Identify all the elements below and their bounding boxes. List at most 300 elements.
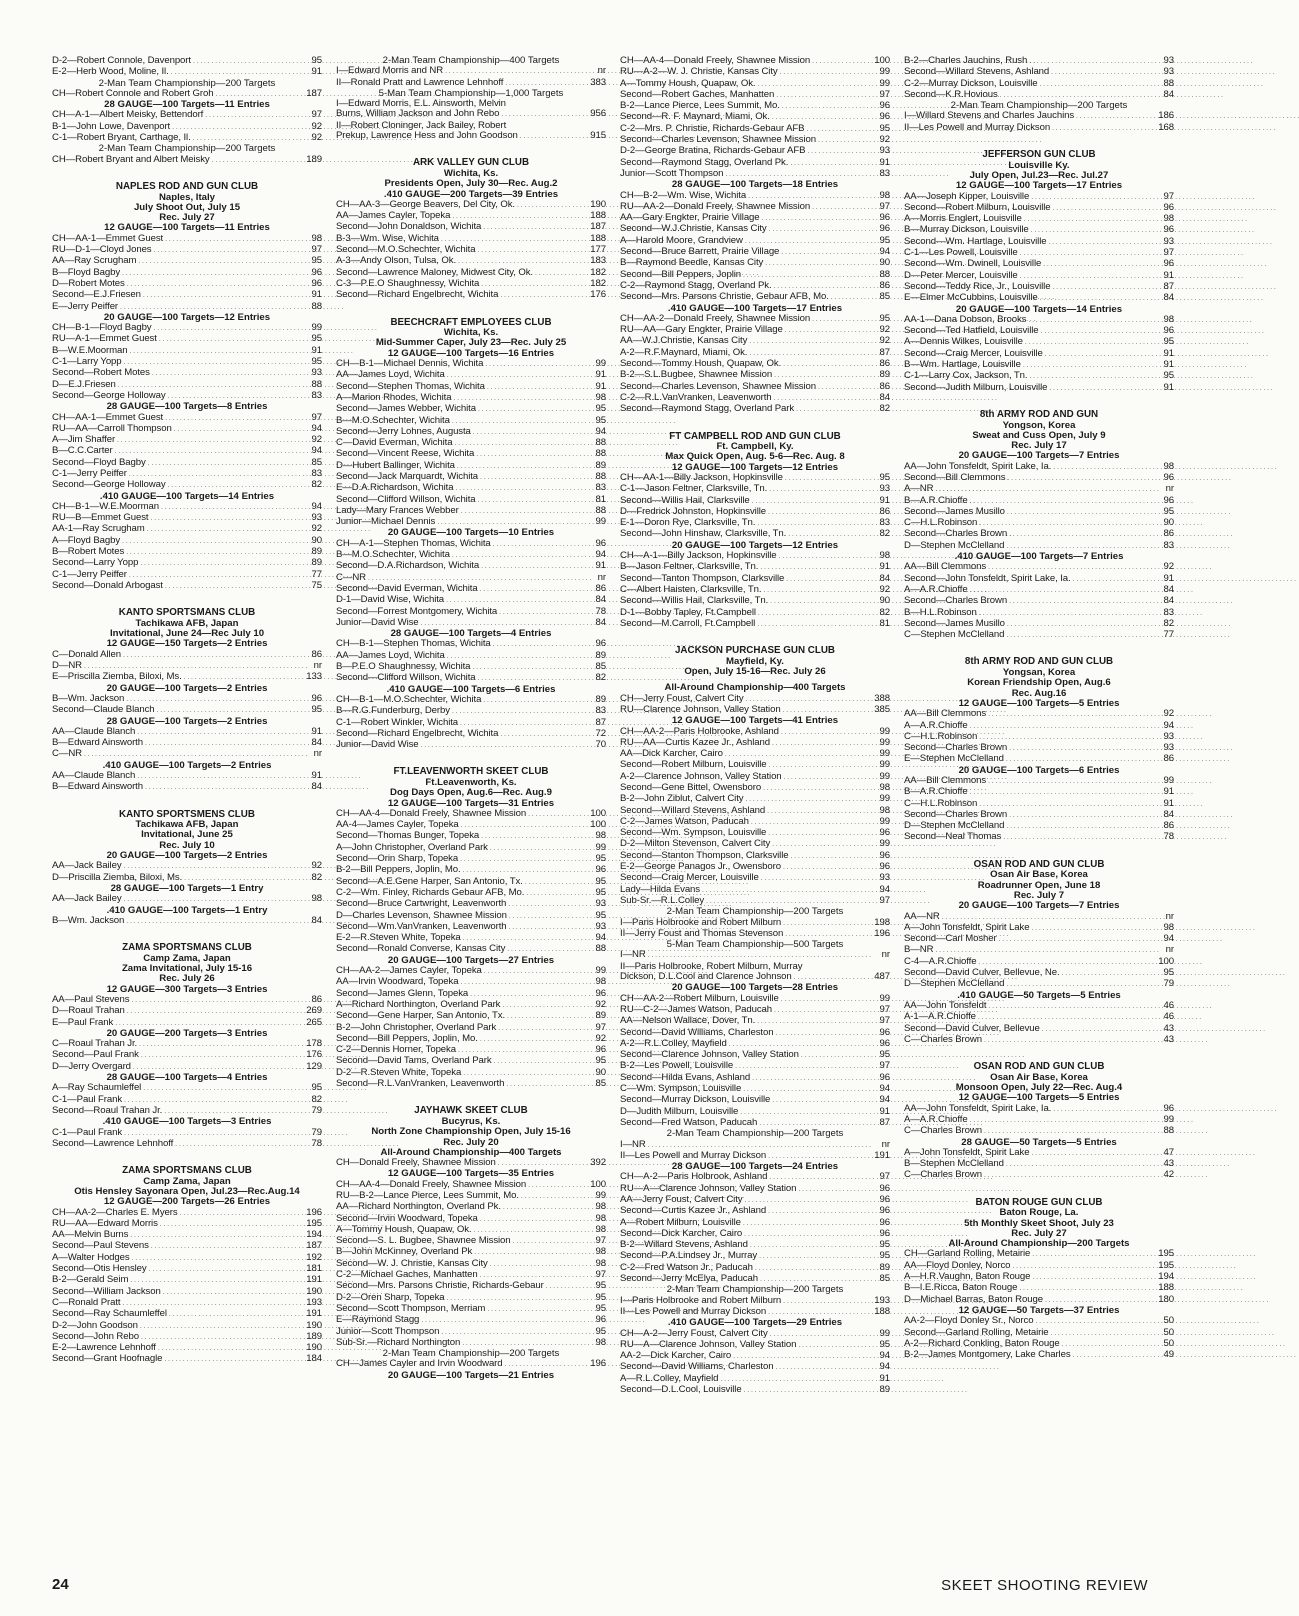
- entry-name: Second—Fred Watson, Paducah: [620, 1116, 758, 1128]
- entry-score: 99: [595, 1189, 606, 1201]
- entry-score: 81: [879, 617, 890, 629]
- entry-name: Second—Paul Frank: [52, 1049, 139, 1061]
- dot-leader: [798, 1184, 870, 1195]
- entry-name: Second—Roaul Trahan Jr.: [52, 1104, 163, 1116]
- entry-score: 50: [1163, 1337, 1174, 1349]
- entry-name: C-2—Dennis Horner, Topeka: [336, 1044, 456, 1056]
- entry-score: 99: [879, 793, 890, 805]
- entry-score: 89: [595, 459, 606, 471]
- event-heading: .410 GAUGE—100 Targets—14 Entries: [99, 490, 275, 502]
- event-heading: .410 GAUGE—100 Targets—7 Entries: [954, 551, 1124, 563]
- entry-score: 99: [595, 841, 606, 853]
- entry-score: 86: [879, 505, 890, 517]
- entry-score: 99: [879, 725, 890, 737]
- dot-leader: [779, 551, 870, 562]
- entry-name: D-2—Milton Stevenson, Calvert City: [620, 838, 771, 850]
- dot-leader: [759, 1251, 870, 1262]
- entry-score: 84: [1163, 595, 1174, 607]
- result-entry: [620, 873, 890, 884]
- entry-name: Second—E.J.Friesen: [52, 289, 141, 301]
- result-entry: [52, 705, 322, 716]
- dot-leader: [790, 158, 870, 169]
- result-entry: [904, 1283, 1174, 1294]
- result-entry: [52, 916, 322, 927]
- event-meta: Rec. July 17: [1011, 440, 1067, 452]
- dot-leader: [124, 894, 302, 905]
- entry-name: AA—Melvin Burns: [52, 1229, 129, 1241]
- entry-score: 95: [595, 853, 606, 865]
- entry-name: E—Raymond Stagg: [336, 1314, 420, 1326]
- entry-name: RU—B-2—Lance Pierce, Lees Summit, Mo.: [336, 1189, 519, 1201]
- dot-leader: [126, 547, 302, 558]
- entry-name: Second—Orin Sharp, Topeka: [336, 853, 459, 865]
- entry-score: 187: [306, 87, 322, 99]
- entry-name: Second—Claude Blanch: [52, 704, 155, 716]
- entry-score: 88: [1163, 77, 1174, 89]
- result-entry: [336, 977, 606, 988]
- entry-score: 98: [879, 189, 890, 201]
- event-heading: 28 GAUGE—100 Targets—4 Entries: [106, 1072, 268, 1084]
- entry-score: 87: [1163, 280, 1174, 292]
- entry-name: C—Donald Allen: [52, 648, 121, 660]
- entry-name: D-2—John Goodson: [52, 1319, 138, 1331]
- entry-score: 96: [311, 692, 322, 704]
- entry-score: 78: [1163, 831, 1174, 843]
- entry-score: 99: [879, 736, 890, 748]
- dot-leader: [168, 480, 302, 491]
- entry-name: D-2—Oren Sharp, Topeka: [336, 1291, 445, 1303]
- dot-leader: [124, 861, 302, 872]
- result-entry: [52, 1083, 322, 1094]
- entry-name: B—I.E.Ricca, Baton Rouge: [904, 1282, 1018, 1294]
- entry-name: B—Edward Ainsworth: [52, 781, 143, 793]
- dot-leader: [164, 1354, 302, 1365]
- entry-score: 46: [1163, 999, 1174, 1011]
- entry-score: 84: [595, 616, 606, 628]
- entry-name: B—R.G.Funderburg, Derby: [336, 705, 450, 717]
- result-entry: [52, 368, 322, 379]
- result-entry: [52, 749, 322, 760]
- result-entry: [620, 292, 890, 303]
- event-meta: Wichita, Ks.: [443, 167, 499, 179]
- dot-leader: [762, 213, 870, 224]
- entry-score: 85: [879, 291, 890, 303]
- dot-leader: [165, 413, 302, 424]
- entry-score: 79: [1163, 978, 1174, 990]
- entry-name: Second—Hilda Evans, Ashland: [620, 1071, 751, 1083]
- dot-leader: [458, 256, 586, 267]
- entry-name: D—Stephen McClelland: [904, 978, 1005, 990]
- dot-leader: [970, 1115, 1154, 1126]
- entry-score: 95: [1163, 336, 1174, 348]
- entry-score: 91: [1163, 269, 1174, 281]
- dot-leader: [1052, 282, 1154, 293]
- dot-leader: [455, 438, 587, 449]
- entry-score: 188: [590, 232, 606, 244]
- entry-name: Second—Grant Hoofnagle: [52, 1353, 163, 1365]
- entry-score: 46: [1163, 1011, 1174, 1023]
- entry-name: B—Wm. Hartlage, Louisville: [904, 359, 1021, 371]
- event-meta: Sweat and Cuss Open, July 9: [972, 429, 1106, 441]
- dot-leader: [447, 370, 586, 381]
- club-heading: BEECHCRAFT EMPLOYEES CLUB: [390, 316, 552, 328]
- entry-name: D-2—R.Steven White, Topeka: [336, 1066, 462, 1078]
- entry-name: D—Peter Mercer, Louisville: [904, 269, 1018, 281]
- result-entry: [52, 480, 322, 491]
- entry-name: Second—Tommy Housh, Quapaw, Ok.: [620, 358, 782, 370]
- entry-name: D—Judith Milburn, Louisville: [620, 1105, 739, 1117]
- result-entry: [904, 630, 1174, 641]
- entry-name: AA—Bill Clemmons: [904, 561, 987, 573]
- entry-name: AA—Ray Scrugham: [52, 255, 137, 267]
- entry-score: 91: [879, 1372, 890, 1384]
- entry-score: 96: [879, 1205, 890, 1217]
- entry-score: 195: [306, 1217, 322, 1229]
- dot-leader: [137, 771, 302, 782]
- entry-name: B-2—Les Powell, Louisville: [620, 1060, 734, 1072]
- dot-leader: [138, 256, 302, 267]
- entry-name: Second—Teddy Rice, Jr., Louisville: [904, 280, 1051, 292]
- entry-score: 187: [306, 1240, 322, 1252]
- entry-name: A-2—Richard Conkling, Baton Rouge: [904, 1337, 1060, 1349]
- dot-leader: [525, 877, 586, 888]
- entry-name: B—Wm. Jackson: [52, 914, 125, 926]
- entry-name: AA-1—Ray Scrugham: [52, 523, 145, 535]
- dot-leader: [798, 1340, 870, 1351]
- entry-score: 99: [879, 1327, 890, 1339]
- entry-name: C—H.L.Robinson: [904, 797, 978, 809]
- dot-leader: [509, 922, 586, 933]
- dot-leader: [774, 370, 870, 381]
- entry-name: E-2—Herb Wood, Moline, Il.: [52, 66, 169, 78]
- entry-score: 91: [1163, 797, 1174, 809]
- entry-name: AA—Jack Bailey: [52, 893, 122, 905]
- dot-leader: [130, 1275, 302, 1286]
- dot-leader: [123, 650, 302, 661]
- entry-name: A—John Tonsfeldt, Spirit Lake: [904, 921, 1030, 933]
- entry-score: 181: [306, 1263, 322, 1275]
- entry-score: 83: [1163, 606, 1174, 618]
- dot-leader: [1007, 473, 1154, 484]
- club-heading: KANTO SPORTSMANS CLUB: [118, 607, 256, 619]
- entry-name: Sub-Sr.—Richard Northington: [336, 1336, 461, 1348]
- entry-name: C-2—Michael Gaches, Manhatten: [336, 1269, 478, 1281]
- entry-score: 93: [1163, 730, 1174, 742]
- entry-score: 94: [1163, 933, 1174, 945]
- dot-leader: [783, 1296, 870, 1307]
- dot-leader: [782, 101, 870, 112]
- entry-score: 93: [595, 920, 606, 932]
- entry-score: 91: [311, 344, 322, 356]
- entry-score: 96: [1163, 258, 1174, 270]
- entry-score: 98: [1163, 460, 1174, 472]
- dot-leader: [781, 247, 870, 258]
- entry-name: Second—R. F. Maynard, Miami, Ok.: [620, 111, 770, 123]
- entry-name: Second—Bill Clemmons: [904, 471, 1006, 483]
- entry-name: Second—Carl Mosher: [904, 933, 997, 945]
- dot-leader: [143, 1083, 302, 1094]
- column-4: [904, 56, 1174, 1516]
- entry-score: 88: [879, 268, 890, 280]
- entry-score: 487: [874, 971, 890, 983]
- entry-name: C-1—Robert Winkler, Wichita: [336, 716, 459, 728]
- entry-name: Second—Robert Gaches, Manhatten: [620, 88, 775, 100]
- event-heading: 12 GAUGE—50 Targets—37 Entries: [958, 1304, 1120, 1316]
- club-heading: OSAN ROD AND GUN CLUB: [973, 858, 1105, 870]
- entry-name: RU—A—Clarence Johnson, Valley Station: [620, 1338, 797, 1350]
- entry-score: 50: [1163, 1326, 1174, 1338]
- entry-name: B-2—Gerald Seim: [52, 1274, 129, 1286]
- entry-score: 98: [1163, 313, 1174, 325]
- event-meta: Presidents Open, July 30—Rec. Aug.2: [384, 178, 558, 190]
- dot-leader: [148, 458, 302, 469]
- dot-leader: [480, 472, 586, 483]
- entry-name: Second—M.O.Schechter, Wichita: [336, 244, 476, 256]
- entry-score: 97: [595, 1269, 606, 1281]
- event-meta: Ft.Leavenworth, Ks.: [425, 777, 517, 788]
- entry-score: 82: [311, 479, 322, 491]
- entry-name: CH—AA-4—Donald Freely, Shawnee Mission: [336, 807, 527, 819]
- dot-leader: [502, 1000, 586, 1011]
- entry-name: Second—Robert Milburn, Louisville: [620, 759, 767, 771]
- entry-name: II—Paris Holbrooke, Robert Milburn, Murray: [620, 960, 803, 972]
- dot-leader: [484, 966, 586, 977]
- club-heading: FT.LEAVENWORTH SKEET CLUB: [393, 766, 549, 778]
- entry-name: Second—Wm. Sympson, Louisville: [620, 827, 767, 839]
- entry-name: Second—Gene Bittel, Owensboro: [620, 782, 762, 793]
- entry-name: Second—Charles Levenson, Shawnee Mission: [620, 380, 816, 392]
- result-entry: [620, 370, 890, 381]
- event-meta: Louisville Ky.: [1008, 159, 1070, 171]
- entry-score: 100: [590, 807, 606, 819]
- dot-leader: [535, 268, 586, 279]
- entry-name: Second—Richard Engelbrecht, Wichita: [336, 727, 499, 739]
- entry-name: Second—K.R.Hovious: [904, 88, 998, 100]
- result-entry: [620, 258, 890, 269]
- result-entry: [336, 1079, 606, 1090]
- entry-score: 97: [595, 1021, 606, 1033]
- entry-score: 97: [879, 1003, 890, 1015]
- entry-score: 96: [1163, 494, 1174, 506]
- entry-name: D—Hubert Ballinger, Wichita: [336, 459, 455, 471]
- entry-score: 97: [879, 1171, 890, 1183]
- entry-score: 96: [1163, 325, 1174, 337]
- dot-leader: [143, 290, 302, 301]
- entry-name: Second—Vincent Reese, Wichita: [336, 448, 475, 460]
- dot-leader: [970, 787, 1154, 798]
- entry-name: Second—Larry Yopp: [52, 557, 139, 569]
- team-heading: 2-Man Team Championship—200 Targets: [950, 100, 1128, 112]
- result-entry: [620, 760, 890, 771]
- event-heading: 20 GAUGE—100 Targets—28 Entries: [671, 982, 839, 994]
- dot-leader: [757, 619, 870, 630]
- dot-leader: [783, 359, 870, 370]
- entry-name: C-2—Wm. Finley, Richards Gebaur AFB, Mo.: [336, 886, 525, 898]
- dot-leader: [984, 1126, 1154, 1137]
- entry-score: 93: [595, 898, 606, 910]
- result-entry: [904, 1316, 1174, 1327]
- entry-score: 187: [590, 221, 606, 233]
- entry-name: Second—Paul Stevens: [52, 1240, 149, 1252]
- entry-score: 100: [874, 55, 890, 66]
- dot-leader: [476, 449, 586, 460]
- entry-score: 93: [879, 145, 890, 157]
- event-heading: 28 GAUGE—100 Targets—1 Entry: [110, 882, 264, 894]
- entry-score: 96: [879, 849, 890, 861]
- event-heading: 12 GAUGE—100 Targets—5 Entries: [958, 1092, 1120, 1104]
- dot-leader: [784, 772, 870, 783]
- entry-name: RU—C-2—James Watson, Paducah: [620, 1003, 772, 1015]
- entry-name: CH—Robert Connole and Robert Groh: [52, 87, 214, 99]
- entry-name: Second—Charles Brown: [904, 742, 1008, 754]
- entry-name: Junior—Scott Thompson: [620, 167, 724, 179]
- entry-score: 96: [879, 1193, 890, 1205]
- entry-score: 88: [595, 437, 606, 449]
- entry-score: 98: [595, 830, 606, 842]
- entry-name: Second—Floyd Bagby: [52, 456, 146, 468]
- entry-score: 90: [879, 257, 890, 269]
- club-heading: FT CAMPBELL ROD AND GUN CLUB: [669, 430, 841, 442]
- team-heading: 2-Man Team Championship—200 Targets: [98, 77, 276, 89]
- dot-leader: [145, 738, 302, 749]
- dot-leader: [978, 1012, 1154, 1023]
- club-heading: JEFFERSON GUN CLUB: [982, 149, 1096, 161]
- entry-score: 98: [879, 782, 890, 793]
- entry-name: A—Robert Milburn, Louisville: [620, 1216, 741, 1228]
- entry-name: CH—AA-3—George Beavers, Del City, Ok.: [336, 198, 515, 210]
- entry-score: 99: [879, 770, 890, 782]
- entry-name: Second—David Culver, Bellevue, Ne.: [904, 967, 1060, 979]
- entry-score: 91: [1163, 359, 1174, 371]
- entry-name: RU—A—Clarence Johnson, Valley Station: [620, 1182, 797, 1194]
- entry-score: 82: [311, 1093, 322, 1105]
- entry-score: 86: [879, 380, 890, 392]
- entry-name: B-3—Wm. Wise, Wichita: [336, 232, 439, 244]
- event-heading: 28 GAUGE—100 Targets—2 Entries: [106, 715, 268, 727]
- entry-score: 43: [1163, 1033, 1174, 1045]
- dot-leader: [1040, 293, 1154, 304]
- dot-leader: [1052, 123, 1154, 134]
- dot-leader: [141, 1050, 302, 1061]
- entry-score: 96: [879, 1037, 890, 1049]
- dot-leader: [775, 1028, 870, 1039]
- event-heading: .410 GAUGE—100 Targets—17 Entries: [667, 302, 843, 314]
- result-entry: [52, 894, 322, 905]
- entry-name: Second—R.L.VanVranken, Leavenworth: [336, 1078, 505, 1090]
- entry-name: C—H.L.Robinson: [904, 517, 978, 529]
- entry-score: 84: [1163, 583, 1174, 595]
- event-meta: Yongsan, Korea: [1002, 667, 1076, 679]
- entry-name: B—A.R.Chioffe: [904, 786, 968, 798]
- event-meta: Max Quick Open, Aug. 5-6—Rec. Aug. 8: [665, 451, 845, 463]
- entry-name: C—David Everman, Wichita: [336, 437, 453, 449]
- entry-score: nr: [313, 660, 322, 672]
- entry-name: AA-1—Dana Dobson, Brooks: [904, 313, 1027, 325]
- entry-name: Second—Scott Thompson, Merriam: [336, 1302, 486, 1314]
- entry-score: 177: [590, 244, 606, 256]
- column-3: [620, 56, 890, 1516]
- dot-leader: [807, 146, 870, 157]
- entry-score: nr: [881, 1138, 890, 1150]
- entry-score: 915: [590, 130, 606, 142]
- entry-name: D—Priscilla Ziemba, Biloxi, Ms.: [52, 871, 183, 883]
- entry-name: II—Robert Cloninger, Jack Bailey, Robert: [336, 119, 507, 131]
- result-entry: [336, 370, 606, 381]
- entry-name: AA—James Loyd, Wichita: [336, 649, 445, 661]
- entry-score: 99: [879, 66, 890, 78]
- entry-name: Second—Garland Rolling, Metairie: [904, 1326, 1049, 1338]
- entry-name: CH—AA-1—Billy Jackson, Hopkinsville: [620, 471, 783, 483]
- team-heading: 5-Man Team Championship—500 Targets: [666, 939, 844, 951]
- result-entry: [336, 256, 606, 267]
- entry-score: 88: [595, 504, 606, 516]
- entry-name: A—Floyd Bagby: [52, 534, 121, 546]
- entry-name: A—Jim Shaffer: [52, 434, 116, 446]
- entry-score: 92: [879, 335, 890, 347]
- entry-score: 100: [590, 1178, 606, 1190]
- dot-leader: [1073, 1350, 1154, 1361]
- entry-score: 95: [311, 356, 322, 368]
- dot-leader: [768, 1206, 870, 1217]
- dot-leader: [790, 851, 870, 862]
- entry-score: 190: [306, 1342, 322, 1354]
- result-entry: [52, 1309, 322, 1320]
- entry-name: AA—John Tonsfeldt, Spirit Lake, Ia.: [904, 460, 1052, 472]
- entry-score: 84: [595, 594, 606, 606]
- entry-name: A—Walter Hodges: [52, 1251, 130, 1263]
- entry-name: CH—AA-1—Emmet Guest: [52, 411, 164, 423]
- entry-score: 96: [879, 223, 890, 235]
- entry-score: 95: [311, 1082, 322, 1094]
- entry-score: 189: [306, 1330, 322, 1342]
- dot-leader: [122, 268, 302, 279]
- entry-score: 50: [1163, 1315, 1174, 1327]
- entry-score: 93: [879, 872, 890, 884]
- entry-score: 94: [311, 500, 322, 512]
- club-heading: OSAN ROD AND GUN CLUB: [973, 1061, 1105, 1073]
- dot-leader: [988, 776, 1154, 787]
- dot-leader: [1006, 979, 1154, 990]
- entry-score: 94: [879, 1361, 890, 1373]
- result-entry: [904, 67, 1174, 78]
- entry-score: 269: [306, 1005, 322, 1017]
- entry-name: II—Les Powell and Murray Dickson: [620, 1305, 767, 1317]
- entry-name: Second—Craig Mercer, Louisville: [904, 347, 1043, 359]
- event-heading: 20 GAUGE—100 Targets—2 Entries: [106, 682, 268, 694]
- entry-score: 83: [879, 167, 890, 179]
- dot-leader: [500, 290, 586, 301]
- event-meta: Naples, Italy: [159, 191, 215, 203]
- entry-score: 91: [879, 561, 890, 573]
- entry-name: CH—B-1—Michael Dennis, Wichita: [336, 358, 484, 370]
- entry-name: AA—W.J.Christie, Kansas City: [620, 335, 748, 347]
- entry-name: B—C.C.Carter: [52, 445, 113, 457]
- entry-score: nr: [597, 65, 606, 77]
- entry-name: C—Stephen McClelland: [904, 629, 1005, 641]
- dot-leader: [480, 1214, 586, 1225]
- entry-score: 186: [1158, 110, 1174, 122]
- event-meta: Roadrunner Open, June 18: [977, 879, 1101, 891]
- entry-name: A—John Christopher, Overland Park: [336, 841, 488, 853]
- entry-name: AA—Joseph Kipper, Louisville: [904, 190, 1030, 202]
- dot-leader: [474, 1247, 586, 1258]
- entry-score: 98: [595, 391, 606, 403]
- dot-leader: [735, 1061, 870, 1072]
- event-heading: All-Around Championship—200 Targets: [948, 1238, 1130, 1250]
- event-heading: 28 GAUGE—100 Targets—4 Entries: [390, 628, 552, 640]
- entry-name: C—Wm. Sympson, Louisville: [620, 1083, 742, 1095]
- dot-leader: [1048, 237, 1154, 248]
